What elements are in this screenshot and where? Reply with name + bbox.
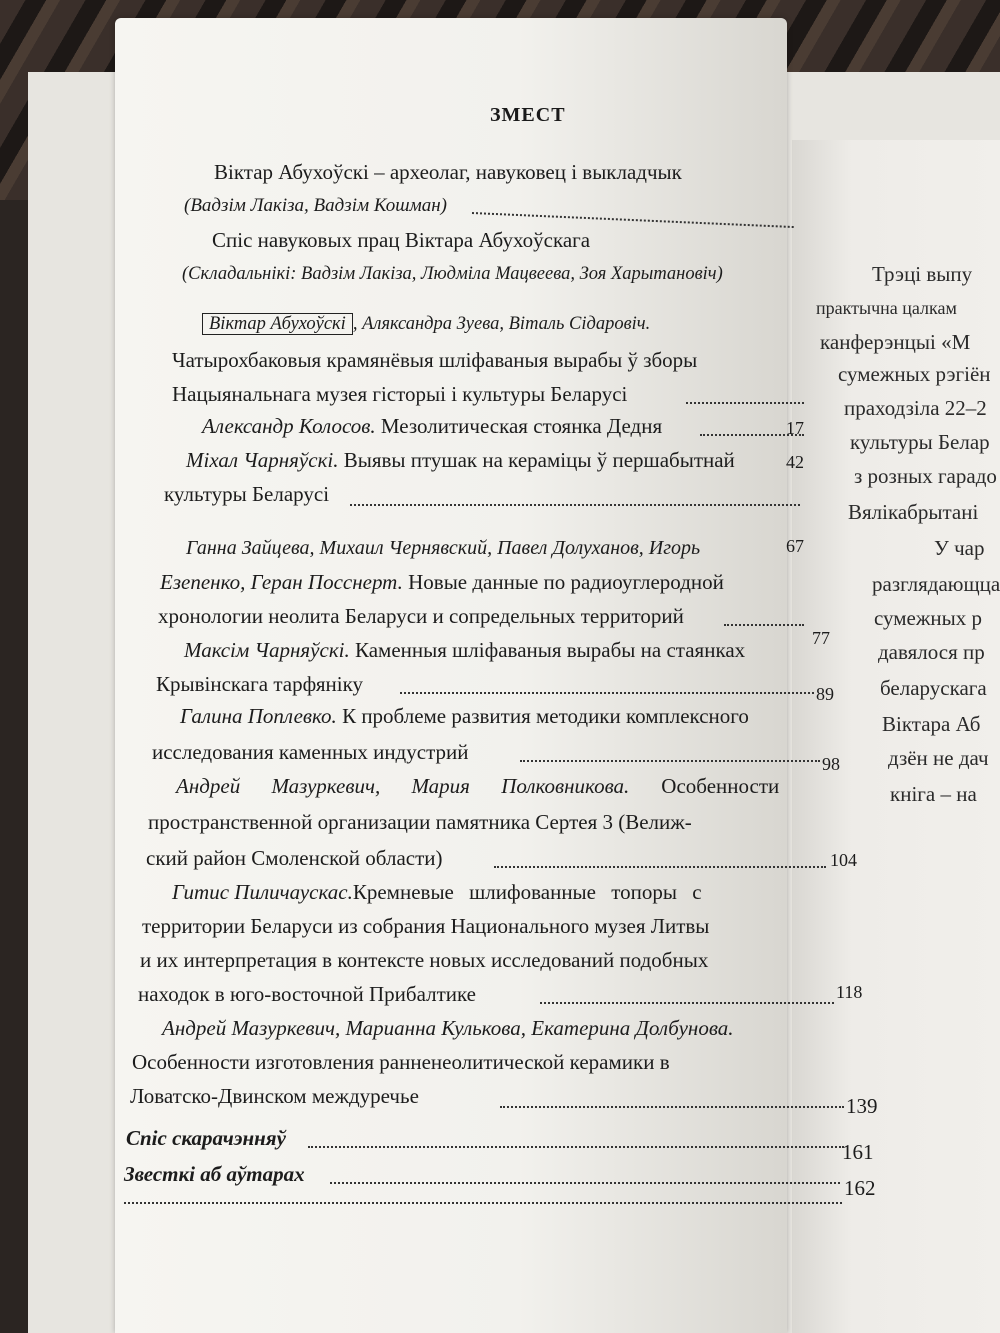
toc-entry (186, 448, 735, 472)
toc-entry-title: ский район Смоленской области) (146, 846, 443, 870)
toc-entry-title: Каменныя шліфаваныя вырабы на стаянках (349, 638, 746, 662)
toc-entry-title: Спіс скарачэнняў (126, 1126, 286, 1150)
page-number: 17 (786, 418, 804, 438)
page-title: ЗМЕСТ (490, 104, 566, 126)
page-number: 67 (786, 536, 804, 556)
toc-entry-authors: Віктар Абухоўскі , Аляксандра Зуева, Віталь Сідаровіч. (202, 312, 650, 336)
toc-leader-dots (494, 866, 826, 868)
toc-entry-title: К проблеме развития методики комплексного (336, 704, 749, 728)
right-page-line: Віктара Аб (882, 712, 981, 736)
toc-entry-authors: Андрей Мазуркевич, Марианна Кулькова, Екатерина Долбунова. (162, 1016, 734, 1040)
toc-leader-dots (686, 402, 804, 404)
toc-entry-title: Ловатско-Двинском междуречье (130, 1084, 419, 1108)
toc-entry (202, 414, 662, 438)
page-number: 139 (846, 1094, 878, 1118)
right-page-line: кніга – на (890, 782, 977, 806)
toc-leader-dots (472, 212, 794, 228)
page-number: 161 (842, 1140, 874, 1164)
right-page-line: Трэці выпу (872, 262, 973, 286)
toc-leader-dots (400, 692, 814, 694)
toc-entry-title: и их интерпретация в контексте новых исследований подобных (140, 948, 709, 972)
right-page-line: праходзіла 22–2 (844, 396, 987, 420)
toc-entry-title: Мезолитическая стоянка Дедня (375, 414, 663, 438)
toc-entry-title: Выявы птушак на кераміцы ў першабытнай (338, 448, 735, 472)
toc-entry-title: пространственной организации памятника Сертея 3 (Велиж- (148, 810, 692, 834)
toc-entry-authors: Ганна Зайцева, Михаил Чернявский, Павел Долуханов, Игорь (186, 537, 701, 559)
toc-entry-title: территории Беларуси из собрания Национального музея Литвы (142, 914, 710, 938)
right-page-line: беларускага (880, 676, 987, 700)
right-page-line: Вялікабрытані (848, 500, 979, 524)
page-number: 42 (786, 452, 804, 472)
toc-entry-title: Особенности (661, 774, 780, 798)
toc-leader-dots (124, 1202, 842, 1204)
toc-entry-authors: Александр Колосов. (202, 414, 376, 438)
right-page-line: культуры Белар (850, 430, 990, 454)
toc-entry-title: исследования каменных индустрий (152, 740, 469, 764)
toc-entry (176, 774, 779, 798)
toc-entry (172, 880, 702, 904)
toc-leader-dots (724, 624, 804, 626)
right-page-line: давялося пр (878, 640, 985, 664)
toc-leader-dots (520, 760, 820, 762)
toc-entry-authors: Галина Поплевко. (180, 704, 337, 728)
toc-entry-authors: (Складальнікі: Вадзім Лакіза, Людміла Мацвеева, Зоя Харытановіч) (182, 264, 723, 284)
toc-entry-title: Віктар Абухоўскі – археолаг, навуковец і выкладчык (214, 160, 682, 184)
page-number: 89 (816, 684, 834, 704)
toc-entry (184, 638, 745, 662)
toc-leader-dots (330, 1182, 840, 1184)
right-page-line: з розных гарадо (854, 464, 997, 488)
toc-entry-title: культуры Беларусі (164, 482, 330, 506)
right-page-line: практычна цалкам (816, 298, 957, 318)
right-page-line: сумежных р (874, 606, 982, 630)
toc-leader-dots (308, 1146, 844, 1148)
toc-entry-title: Кремневые шлифованные топоры с (352, 880, 702, 904)
right-page-line: дзён не дач (888, 746, 989, 770)
toc-entry-title: Крывінскага тарфяніку (156, 672, 364, 696)
page-number: 118 (836, 982, 863, 1002)
toc-entry-title: Особенности изготовления ранненеолитической керамики в (132, 1050, 670, 1074)
toc-entry-authors: Андрей Мазуркевич, Мария Полковникова. (176, 774, 630, 798)
toc-entry (180, 704, 749, 728)
right-page-line: разглядающца (872, 572, 1000, 596)
toc-entry-authors: Гитис Пиличаускас. (172, 880, 353, 904)
toc-entry-authors: Максім Чарняўскі. (184, 638, 350, 662)
page-number: 98 (822, 754, 840, 774)
toc-entry-authors: Міхал Чарняўскі. (186, 448, 339, 472)
toc-entry-title: Звесткі аб аўтарах (124, 1162, 305, 1186)
toc-entry-title: находок в юго-восточной Прибалтике (138, 982, 476, 1006)
toc-leader-dots (500, 1106, 844, 1108)
toc-entry-title: Новые данные по радиоуглеродной (402, 570, 724, 594)
toc-entry (160, 570, 724, 594)
toc-entry-authors: Езепенко, Геран Посснерт. (160, 570, 403, 594)
right-page-line: У чар (934, 536, 985, 560)
page-number: 162 (844, 1176, 876, 1200)
toc-entry-title: Чатырохбаковыя крамянёвыя шліфаваныя вырабы ў зборы (172, 348, 698, 372)
right-page-line: сумежных рэгіён (838, 362, 991, 386)
toc-leader-dots (540, 1002, 834, 1004)
toc-entry-title: Спіс навуковых прац Віктара Абухоўскага (212, 228, 591, 252)
toc-entry-title: Нацыянальнага музея гісторыі і культуры Беларусі (172, 382, 628, 406)
toc-leader-dots (350, 504, 800, 506)
highlighted-author-name: Віктар Абухоўскі (202, 313, 353, 335)
toc-entry-title: хронологии неолита Беларуси и сопредельных территорий (158, 604, 684, 628)
page-number: 77 (812, 628, 830, 648)
right-page-line: канферэнцыі «М (820, 330, 971, 354)
toc-entry-authors: (Вадзім Лакіза, Вадзім Кошман) (184, 195, 447, 216)
page-number: 104 (830, 850, 857, 870)
